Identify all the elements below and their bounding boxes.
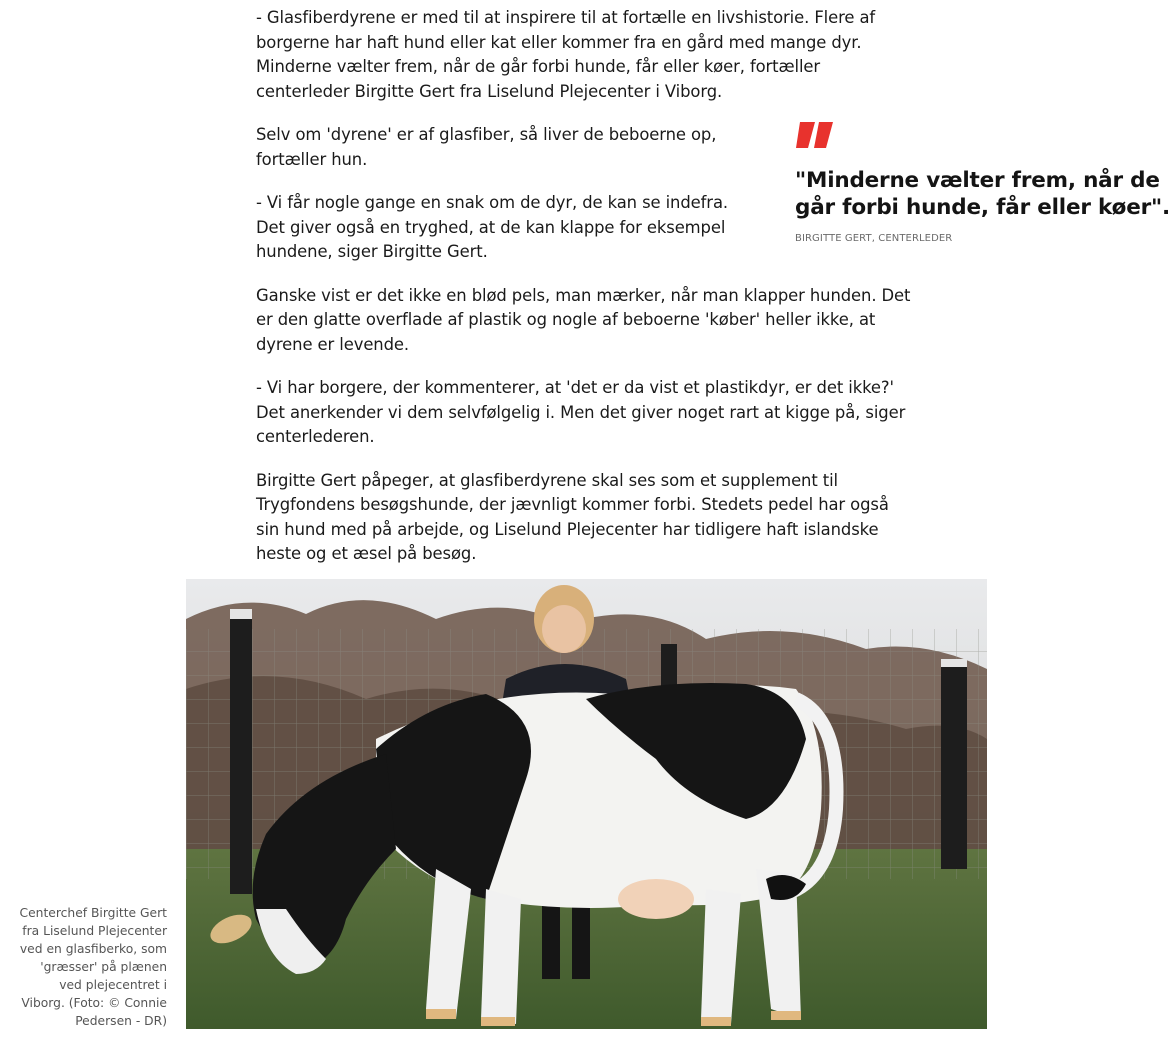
paragraph-4: Ganske vist er det ikke en blød pels, man mærker, når man klapper hunden. Det er den glatte overflade af plastik og nogle af beboerne 'køber' heller ikke, at dyrene er levende. — [256, 285, 911, 354]
paragraph-5: - Vi har borgere, der kommenterer, at 'det er da vist et plastikdyr, er det ikke?' Det anerkender vi dem selvfølgelig i. Men det giver noget rart at kigge på, siger centerlederen. — [256, 378, 906, 446]
quote-text-line-2: går forbi hunde, får eller køer". — [795, 195, 1170, 220]
cow-photo-illustration — [186, 579, 987, 1029]
paragraph-2: Selv om 'dyrene' er af glasfiber, så liver de beboerne op, fortæller hun. — [256, 125, 717, 169]
paragraph-3: - Vi får nogle gange en snak om de dyr, de kan se indefra. Det giver også en tryghed, at de kan klappe for eksempel hundene, siger Birgitte Gert. — [256, 193, 729, 261]
quote-text — [795, 167, 1170, 221]
photo-caption: Centerchef Birgitte Gert fra Liselund Plejecenter ved en glasfiberko, som 'græsser' på plænen ved plejecentret i Viborg. (Foto: © Connie Pedersen - DR) — [19, 906, 167, 1028]
paragraph-1: - Glasfiberdyrene er med til at inspirere til at fortælle en livshistorie. Flere af borgerne har haft hund eller kat eller kommer fra en gård med mange dyr. Minderne vælter frem, når de går forbi hunde, får eller køer, fortæller centerleder Birgitte Gert fra Liselund Plejecenter i Viborg. — [256, 8, 876, 101]
article-photo — [186, 579, 987, 1029]
paragraph-6: Birgitte Gert påpeger, at glasfiberdyrene skal ses som et supplement til Trygfondens besøgshunde, der jævnligt kommer forbi. Stedets pedel har også sin hund med på arbejde, og Liselund Plejecenter har tidligere haft islandske heste og et æsel på besøg. — [256, 470, 889, 563]
article-body — [256, 6, 916, 586]
quote-text-line-1: "Minderne vælter frem, når de — [795, 168, 1160, 193]
pull-quote — [795, 120, 1170, 246]
quote-attribution: BIRGITTE GERT, CENTERLEDER — [795, 233, 953, 244]
quote-mark-icon — [795, 120, 835, 150]
